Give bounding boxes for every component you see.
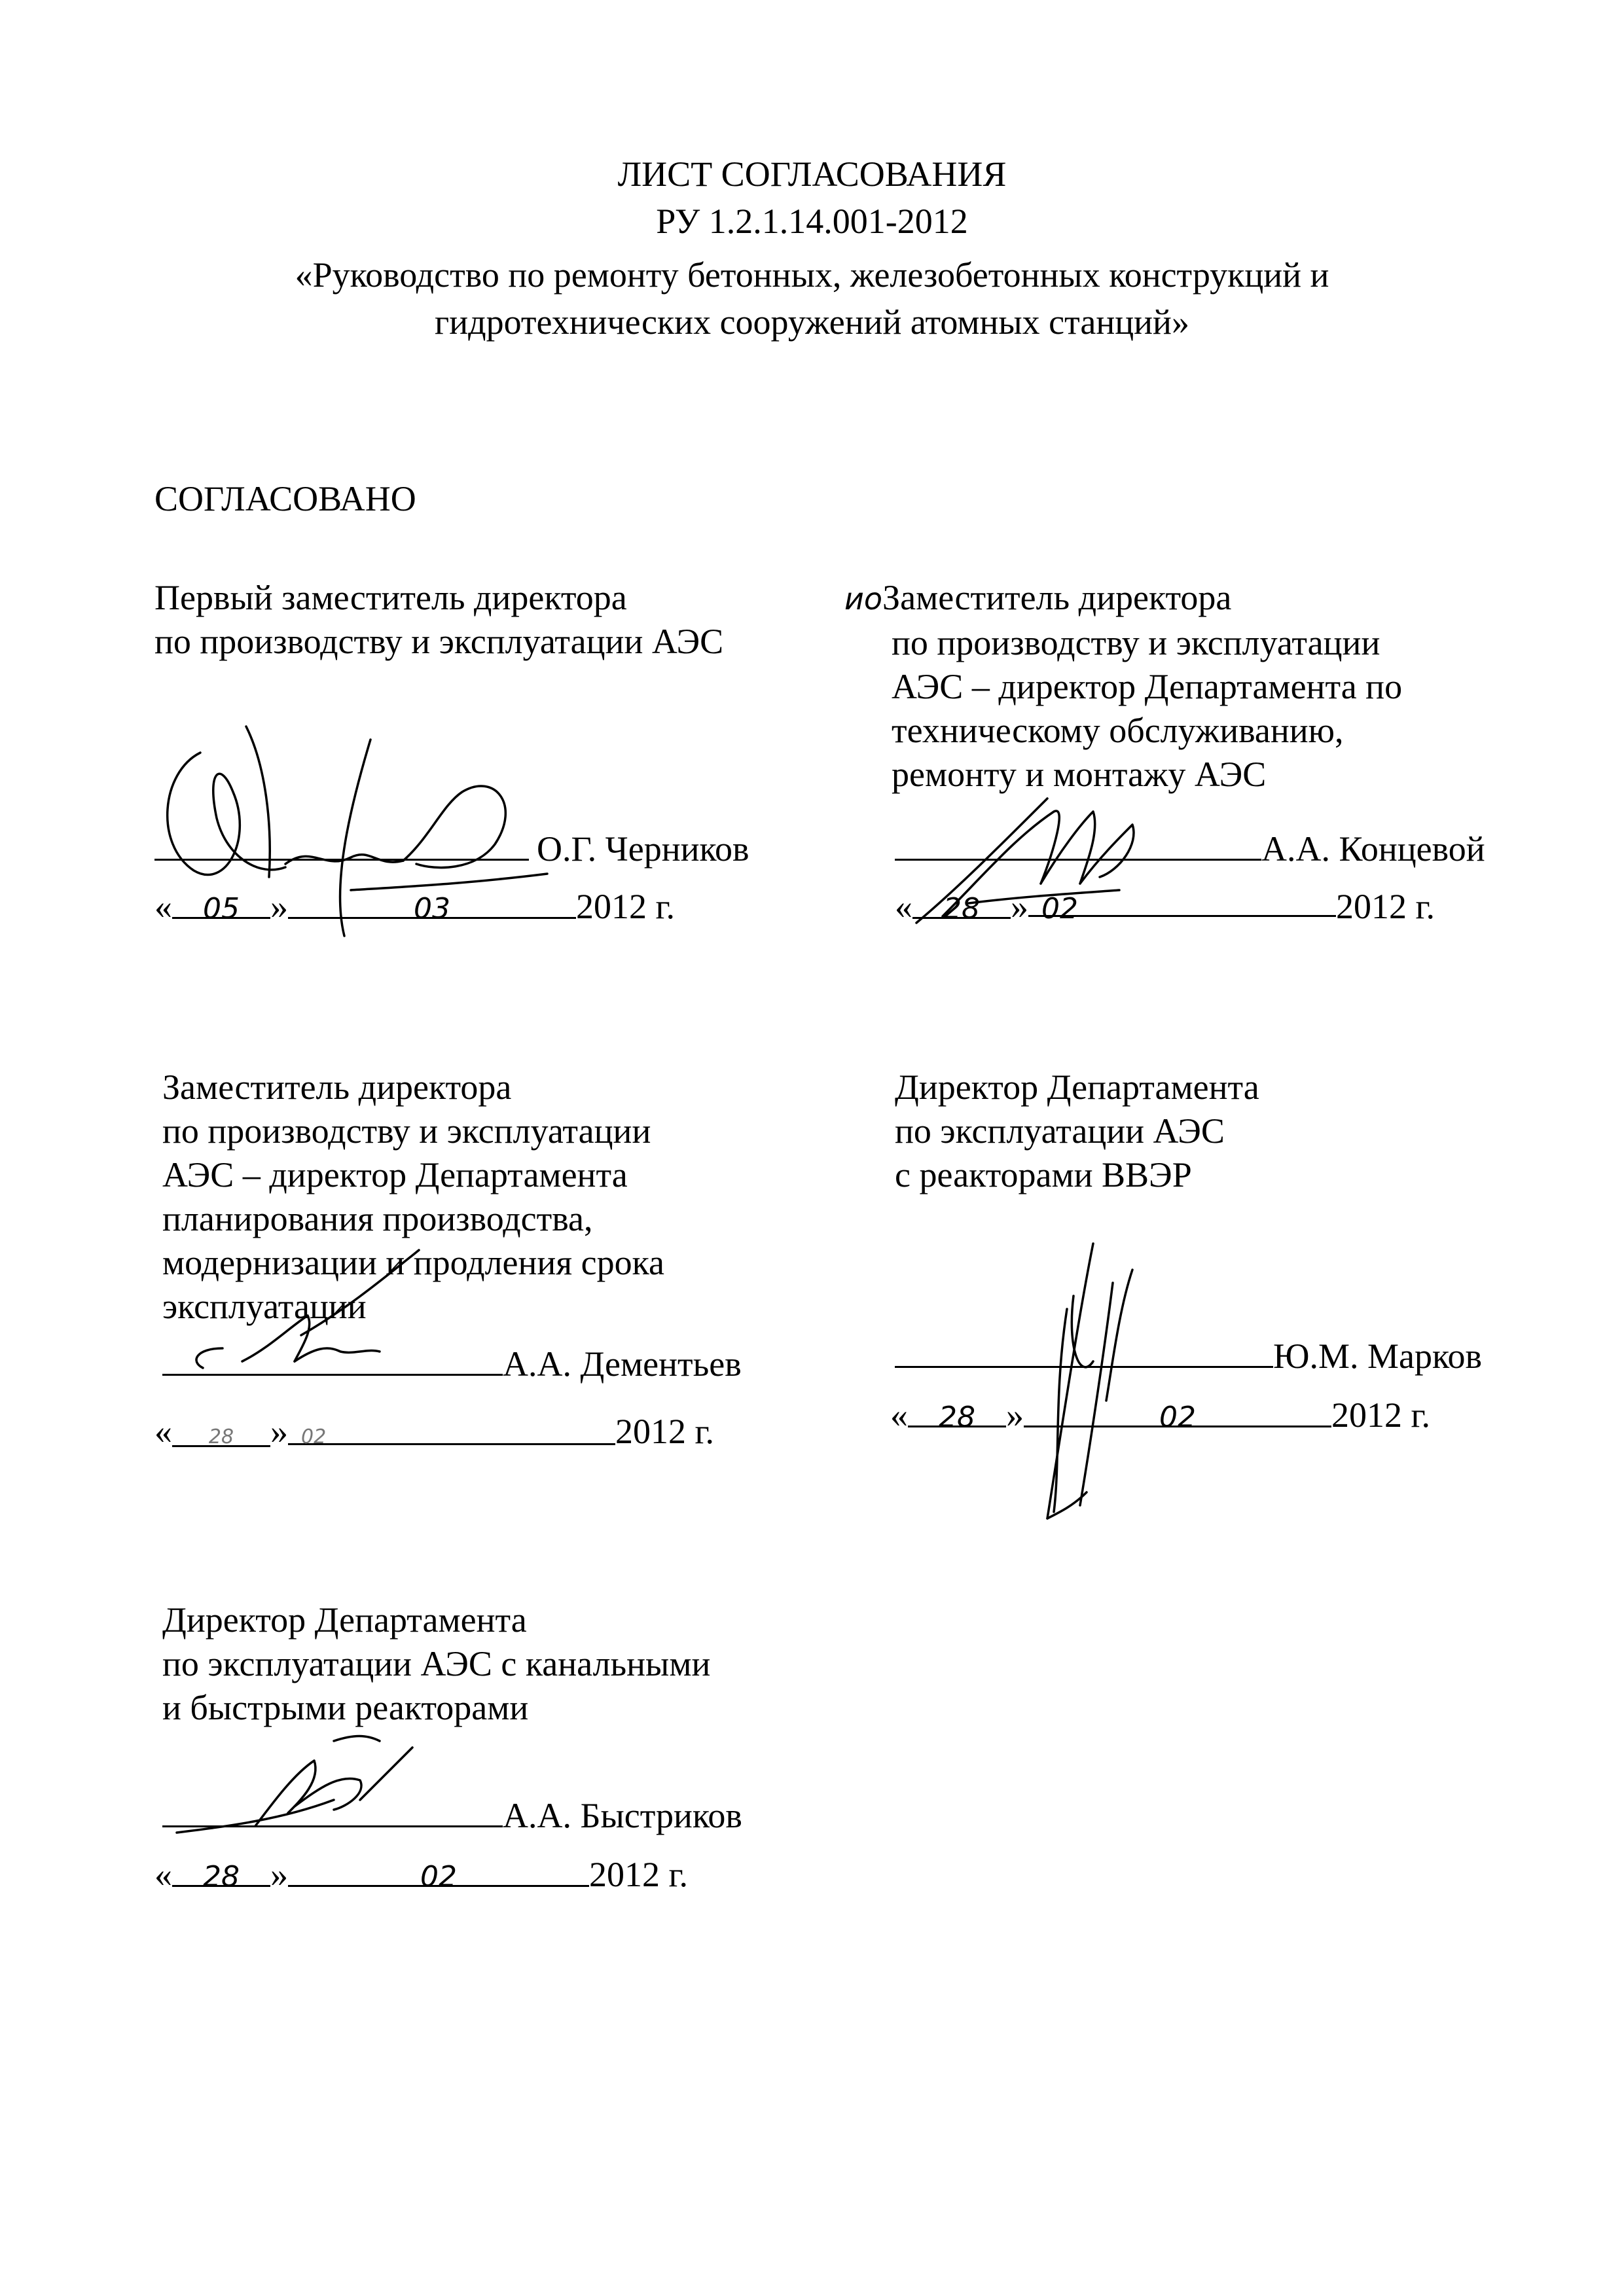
date-day: 28 — [172, 1856, 270, 1887]
signature-row-dementyev — [162, 1343, 742, 1385]
approver-position-bystrikov — [162, 1598, 710, 1730]
position-line: Первый заместитель директора — [154, 578, 627, 617]
document-name-line-1: «Руководство по ремонту бетонных, железобетонных конструкций и — [295, 255, 1329, 295]
position-line: АЭС – директор Департамента по — [892, 667, 1403, 706]
date-row-dementyev — [154, 1410, 714, 1452]
approver-name: Ю.М. Марков — [1273, 1336, 1482, 1376]
approver-name: А.А. Дементьев — [503, 1344, 742, 1384]
signature-line — [895, 830, 1261, 861]
date-day: 28 — [912, 888, 1011, 919]
date-quote-close: » — [270, 887, 288, 926]
signature-bystrikov — [164, 1728, 478, 1859]
position-line: по производству и эксплуатации АЭС — [154, 622, 724, 661]
date-row-chernikov — [154, 886, 675, 927]
document-code: РУ 1.2.1.14.001-2012 — [656, 202, 968, 241]
signature-row-markov — [895, 1335, 1482, 1377]
position-line: Директор Департамента — [895, 1067, 1259, 1107]
document-header — [0, 151, 1624, 346]
signature-line — [154, 830, 529, 861]
position-line: по производству и эксплуатации — [162, 1111, 651, 1151]
date-month: 03 — [288, 888, 576, 919]
position-line: и быстрыми реакторами — [162, 1688, 529, 1727]
date-year: 2012 г. — [576, 887, 676, 926]
date-quote-close: » — [1011, 887, 1028, 926]
position-line: эксплуатации — [162, 1287, 367, 1326]
signature-row-bystrikov — [162, 1795, 742, 1837]
signature-line — [895, 1337, 1273, 1368]
date-row-bystrikov — [154, 1854, 688, 1895]
signature-row-kontsevoy — [895, 828, 1485, 870]
approver-name: А.А. Быстриков — [503, 1796, 742, 1835]
page-title: ЛИСТ СОГЛАСОВАНИЯ — [617, 154, 1007, 194]
position-line: Директор Департамента — [162, 1600, 527, 1640]
date-quote-open: « — [154, 887, 172, 926]
document-name-line-2: гидротехнических сооружений атомных станций» — [435, 302, 1189, 342]
signature-line — [162, 1345, 503, 1376]
signature-line — [162, 1797, 503, 1827]
position-line: с реакторами ВВЭР — [895, 1155, 1192, 1194]
approver-name: О.Г. Черников — [537, 829, 749, 869]
position-line: техническому обслуживанию, — [892, 711, 1344, 750]
date-quote-open: « — [154, 1412, 172, 1451]
position-line: планирования производства, — [162, 1199, 593, 1238]
date-year: 2012 г. — [1331, 1395, 1431, 1435]
signature-row-chernikov — [154, 828, 749, 870]
date-month: 02 — [288, 1416, 615, 1445]
approver-position-kontsevoy — [844, 576, 1402, 797]
approver-name: А.А. Концевой — [1261, 829, 1485, 869]
date-row-markov — [890, 1394, 1430, 1436]
date-month: 02 — [288, 1856, 589, 1887]
date-year: 2012 г. — [1336, 887, 1435, 926]
date-row-kontsevoy — [895, 886, 1435, 927]
date-day: 28 — [172, 1416, 270, 1447]
date-day: 28 — [908, 1397, 1006, 1427]
agreed-label: СОГЛАСОВАНО — [154, 479, 416, 518]
approver-position-markov — [895, 1066, 1259, 1197]
date-month: 02 — [1024, 1397, 1331, 1427]
position-line: по эксплуатации АЭС с канальными — [162, 1644, 711, 1683]
date-quote-close: » — [270, 1855, 288, 1894]
date-quote-close: » — [1006, 1395, 1024, 1435]
position-line: АЭС – директор Департамента — [162, 1155, 628, 1194]
date-quote-open: « — [890, 1395, 908, 1435]
position-line: иоЗаместитель директора — [844, 576, 1402, 621]
position-line: Заместитель директора — [162, 1067, 512, 1107]
acting-mark: ио — [844, 581, 883, 617]
position-line: модернизации и продления срока — [162, 1243, 664, 1282]
signature-markov — [982, 1230, 1178, 1532]
position-line: по производству и эксплуатации — [892, 623, 1380, 662]
position-line: по эксплуатации АЭС — [895, 1111, 1225, 1151]
date-year: 2012 г. — [615, 1412, 715, 1451]
position-line: ремонту и монтажу АЭС — [892, 755, 1267, 794]
date-month: 02 — [1028, 888, 1336, 917]
approver-position-chernikov — [154, 576, 723, 664]
date-day: 05 — [172, 888, 270, 919]
date-quote-open: « — [895, 887, 912, 926]
date-quote-close: » — [270, 1412, 288, 1451]
date-year: 2012 г. — [589, 1855, 689, 1894]
date-quote-open: « — [154, 1855, 172, 1894]
